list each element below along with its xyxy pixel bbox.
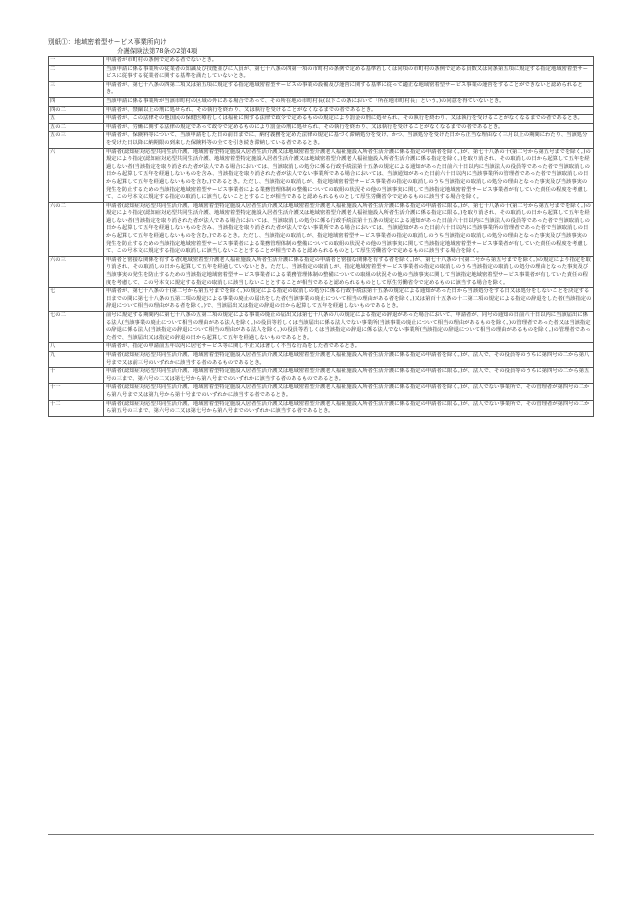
table-row — [49, 132, 594, 148]
table-row — [49, 312, 594, 343]
item-text: 申請者(認知症対応型共同生活介護、地域密着型特定施設入居者生活介護又は地域密着型介護老人福祉施設入所者生活介護に係る指定の申請者を除く。)が、法人でない事業所で、その管理者が第四号の二から第八号まで又は第九号から第十号までのいずれかに該当する者であるとき。 — [104, 384, 594, 400]
item-text: 申請者が市町村の条例で定める者でないとき。 — [104, 57, 594, 66]
item-number: 十二 — [49, 400, 104, 416]
table-row — [49, 123, 594, 132]
table-row — [49, 343, 594, 352]
item-number: 三 — [49, 81, 104, 97]
item-number: 十 — [49, 368, 104, 384]
item-text: 申請者(認知症対応型共同生活介護、地域密着型特定施設入居者生活介護又は地域密着型介護老人福祉施設入所者生活介護に係る指定の申請者に限る。)が、法人で、その役員等のうちに第四号の二から第五号の三まで、第六号の二又は第七号から第八号までのいずれかに該当する者のあるものであるとき。 — [104, 368, 594, 384]
table-row — [49, 148, 594, 202]
item-number: 六の二 — [49, 202, 104, 256]
item-text: 申請者が、この法律その他国民の保健医療若しくは福祉に関する法律で政令で定めるものの規定により罰金の刑に処せられ、その執行を終わり、又は執行を受けることがなくなるまでの者であるとき。 — [104, 115, 594, 124]
table-row — [49, 256, 594, 287]
table-body — [49, 57, 594, 417]
item-text: 申請者が、指定の申請前五年以内に居宅サービス等に関し不正又は著しく不当な行為をした者であるとき。 — [104, 343, 594, 352]
item-text: 申請者が、第七十八条の十(第二号から第五号までを除く。)の規定による指定の取消しの処分に係る行政手続法第十五条の規定による通知があった日から当該処分をする日又は処分をしないことを決定する日までの間に第七十八条の五第二項の規定による事業の廃止の届出をした者(当該事業の廃止について相当の理由がある者を除く。)又は第百十五条の十二第二項の規定による指定の辞退をした者(当該指定の辞退について相当の理由がある者を除く。)で、当該届出又は指定の辞退の日から起算して五年を経過しないものであるとき。 — [104, 288, 594, 312]
item-number: 五の二 — [49, 123, 104, 132]
item-number: 十一 — [49, 384, 104, 400]
item-number: 八 — [49, 343, 104, 352]
table-row — [49, 106, 594, 115]
table-row — [49, 400, 594, 416]
item-number: 六の三 — [49, 256, 104, 287]
item-number: 四の二 — [49, 106, 104, 115]
item-number: 九 — [49, 351, 104, 367]
item-number: 五の三 — [49, 132, 104, 148]
table-row — [49, 65, 594, 81]
item-number: 四 — [49, 97, 104, 106]
page-title: 別紙①：地域密着型サービス事業所向け — [48, 38, 167, 46]
item-text: 前号に規定する期間内に第七十八条の五第二項の規定による事業の廃止の届出又は第七十八条の八の規定による指定の辞退があった場合において、申請者が、同号の通知の日前六十日以内に当該届出に係る法人(当該事業の廃止について相当の理由がある法人を除く。)の役員等若しくは当該届出に係る法人でない事業所(当該事業の廃止について相当の理由があるものを除く。)の管理者であった者又は当該指定の辞退に係る法人(当該指定の辞退について相当の理由がある法人を除く。)の役員等若しくは当該指定の辞退に係る法人でない事業所(当該指定の辞退について相当の理由があるものを除く。)の管理者であった者で、当該届出又は指定の辞退の日から起算して五年を経過しないものであるとき。 — [104, 312, 594, 343]
item-number: 五 — [49, 115, 104, 124]
item-number: 二 — [49, 65, 104, 81]
table-row — [49, 368, 594, 384]
item-text: 申請者が、禁錮以上の刑に処せられ、その執行を終わり、又は執行を受けることがなくなるまでの者であるとき。 — [104, 106, 594, 115]
item-text: 申請者が、保険料等について、当該申請をした日の前日までに、納付義務を定めた法律の規定に基づく滞納処分を受け、かつ、当該処分を受けた日から正当な理由なく三月以上の期間にわたり、当該処分を受けた日以降に納期限の到来した保険料等の全てを引き続き滞納している者であるとき。 — [104, 132, 594, 148]
item-number: 七の二 — [49, 312, 104, 343]
item-text: 申請者(認知症対応型共同生活介護、地域密着型特定施設入居者生活介護又は地域密着型介護老人福祉施設入所者生活介護に係る指定の申請者を除く。)が、第七十八条の十(第二号から第五号までを除く。)の規定により指定(認知症対応型共同生活介護、地域密着型特定施設入居者生活介護又は地域密着型介護老人福祉施設入所者生活介護に係る指定を除く。)を取り消され、その取消しの日から起算して五年を経過しない者(当該指定を取り消された者が法人である場合においては、当該取消しの処分に係る行政手続法第十五条の規定による通知があった日前六十日以内に当該法人の役員等であった者で当該取消しの日から起算して五年を経過しないものを含み、当該指定を取り消された者が法人でない事業所である場合においては、当該通知があった日前六十日以内に当該事業所の管理者であった者で当該取消しの日から起算して五年を経過しないものを含む。)であるとき。ただし、当該指定の取消しが、指定地域密着型サービス事業者の指定の取消しのうち当該指定の取消しの処分の理由となった事実及び当該事実の発生を防止するための当該指定地域密着型サービス事業者による業務管理体制の整備についての取組の状況その他の当該事実に関して当該指定地域密着型サービス事業者が有していた責任の程度を考慮して、この号本文に規定する指定の取消しに該当しないこととすることが相当であると認められるものとして厚生労働省令で定めるものに該当する場合を除く。 — [104, 148, 594, 202]
table-row — [49, 81, 594, 97]
table-row — [49, 97, 594, 106]
law-reference: 介護保険法第78条の2第4項 — [117, 47, 198, 55]
item-number: 一 — [49, 57, 104, 66]
table-row — [49, 115, 594, 124]
item-text: 申請者(認知症対応型共同生活介護、地域密着型特定施設入居者生活介護又は地域密着型介護老人福祉施設入所者生活介護に係る指定の申請者に限る。)が、第七十八条の十(第二号から第五号までを除く。)の規定により指定(認知症対応型共同生活介護、地域密着型特定施設入居者生活介護又は地域密着型介護老人福祉施設入所者生活介護に係る指定に限る。)を取り消され、その取消しの日から起算して五年を経過しない者(当該指定を取り消された者が法人である場合においては、当該取消しの処分に係る行政手続法第十五条の規定による通知があった日前六十日以内に当該法人の役員等であった者で当該取消しの日から起算して五年を経過しないものを含み、当該指定を取り消された者が法人でない事業所である場合においては、当該通知があった日前六十日以内に当該事業所の管理者であった者で当該取消しの日から起算して五年を経過しないものを含む。)であるとき。ただし、当該指定の取消しが、指定地域密着型サービス事業者の指定の取消しのうち当該指定の取消しの処分の理由となった事実及び当該事実の発生を防止するための当該指定地域密着型サービス事業者による業務管理体制の整備についての取組の状況その他の当該事実に関して当該指定地域密着型サービス事業者が有していた責任の程度を考慮して、この号本文に規定する指定の取消しに該当しないこととすることが相当であると認められるものとして厚生労働省令で定めるものに該当する場合を除く。 — [104, 202, 594, 256]
item-text: 申請者(認知症対応型共同生活介護、地域密着型特定施設入居者生活介護又は地域密着型介護老人福祉施設入所者生活介護に係る指定の申請者を除く。)が、法人で、その役員等のうちに第四号の二から第八号まで又は前三号のいずれかに該当する者のあるものであるとき。 — [104, 351, 594, 367]
item-text: 当該申請に係る事業所が当該市町村の区域の外にある場合であって、その所在地の市町村長(以下この条において「所在地市町村長」という。)の同意を得ていないとき。 — [104, 97, 594, 106]
item-text: 申請者(認知症対応型共同生活介護、地域密着型特定施設入居者生活介護又は地域密着型介護老人福祉施設入所者生活介護に係る指定の申請者に限る。)が、法人でない事業所で、その管理者が第四号の二から第五号の三まで、第六号の二又は第七号から第八号までのいずれかに該当する者であるとき。 — [104, 400, 594, 416]
table-row — [49, 384, 594, 400]
item-number: 六 — [49, 148, 104, 202]
item-text: 申請者が、労働に関する法律の規定であって政令で定めるものにより罰金の刑に処せられ、その執行を終わり、又は執行を受けることがなくなるまでの者であるとき。 — [104, 123, 594, 132]
item-number: 七 — [49, 288, 104, 312]
table-row — [49, 57, 594, 66]
table-row — [49, 288, 594, 312]
disqualification-table — [48, 56, 594, 417]
table-row — [49, 351, 594, 367]
table-row — [49, 202, 594, 256]
item-text: 当該申請に係る事業所の従業者の知識及び技能並びに人員が、第七十八条の四第一項の市町村の条例で定める基準若しくは同項の市町村の条例で定める員数又は同条第五項に規定する指定地域密着型サービスに従事する従業者に関する基準を満たしていないとき。 — [104, 65, 594, 81]
item-text: 申請者と密接な関係を有する者(地域密着型介護老人福祉施設入所者生活介護に係る指定の申請者と密接な関係を有する者を除く。)が、第七十八条の十(第二号から第五号までを除く。)の規定により指定を取り消され、その取消しの日から起算して五年を経過していないとき。ただし、当該指定の取消しが、指定地域密着型サービス事業者の指定の取消しのうち当該指定の取消しの処分の理由となった事実及び当該事実の発生を防止するための当該指定地域密着型サービス事業者による業務管理体制の整備についての取組の状況その他の当該事実に関して当該指定地域密着型サービス事業者が有していた責任の程度を考慮して、この号本文に規定する指定の取消しに該当しないこととすることが相当であると認められるものとして厚生労働省令で定めるものに該当する場合を除く。 — [104, 256, 594, 287]
item-text: 申請者が、第七十八条の四第二項又は第五項に規定する指定地域密着型サービスの事業の設備及び運営に関する基準に従って適正な地域密着型サービス事業の運営をすることができないと認められるとき。 — [104, 81, 594, 97]
frame-bottom-rule — [48, 834, 594, 835]
